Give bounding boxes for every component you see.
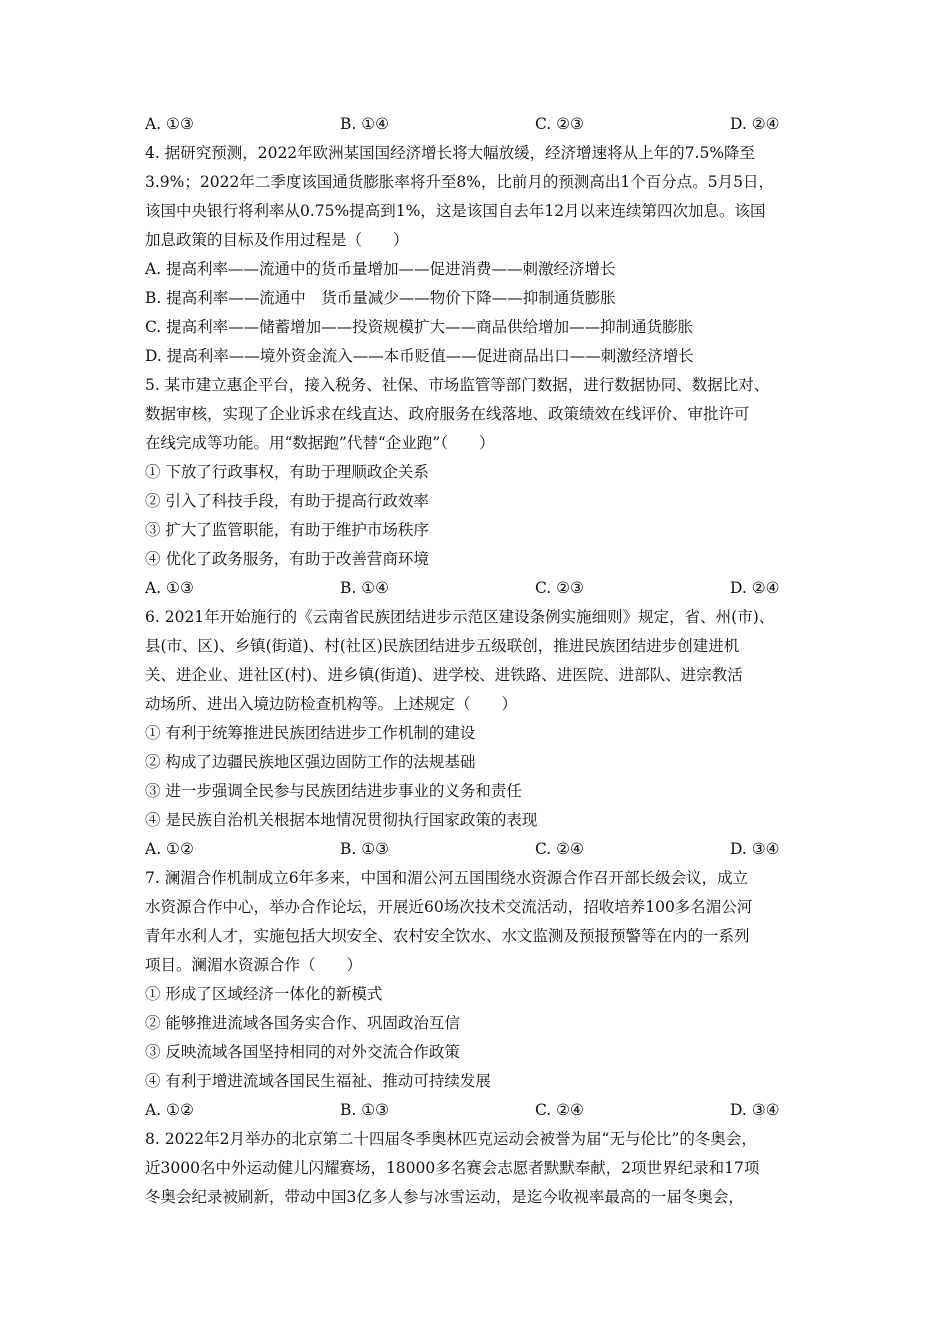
q5-item-4: ④ 优化了政务服务，有助于改善营商环境 bbox=[145, 550, 429, 568]
q6-stem-line: 县(市、区)、乡镇(街道)、村(社区)民族团结进步五级联创，推进民族团结进步创建进机 bbox=[145, 637, 740, 655]
q4-choice-c: C. 提高利率——储蓄增加——投资规模扩大——商品供给增加——抑制通货膨胀 bbox=[145, 318, 694, 336]
q6-option-a: A. ①② bbox=[145, 840, 194, 858]
q6-item-2: ② 构成了边疆民族地区强边固防工作的法规基础 bbox=[145, 753, 476, 771]
q7-stem-line: 水资源合作中心，举办合作论坛，开展近60场次技术交流活动，招收培养100多名湄公河 bbox=[145, 898, 753, 916]
q7-item-2: ② 能够推进流域各国务实合作、巩固政治互信 bbox=[145, 1014, 460, 1032]
q7-item-4: ④ 有利于增进流域各国民生福祉、推动可持续发展 bbox=[145, 1072, 491, 1090]
question-6 bbox=[145, 603, 805, 864]
q7-option-d: D. ③④ bbox=[730, 1101, 780, 1119]
question-8 bbox=[145, 1125, 805, 1212]
q6-option-c: C. ②④ bbox=[535, 840, 584, 858]
q5-options bbox=[145, 574, 805, 603]
q6-option-b: B. ①③ bbox=[340, 840, 390, 858]
q7-options bbox=[145, 1096, 805, 1125]
q6-stem-line: 6. 2021年开始施行的《云南省民族团结进步示范区建设条例实施细则》规定，省、州(市)、 bbox=[145, 608, 775, 626]
q6-stem-line: 关、进企业、进社区(村)、进乡镇(街道)、进学校、进铁路、进医院、进部队、进宗教活 bbox=[145, 666, 743, 684]
q7-option-a: A. ①② bbox=[145, 1101, 194, 1119]
q3-option-c: C. ②③ bbox=[535, 115, 584, 133]
q8-stem-line: 冬奥会纪录被刷新，带动中国3亿多人参与冰雪运动，是迄今收视率最高的一届冬奥会， bbox=[145, 1188, 744, 1206]
q5-item-3: ③ 扩大了监管职能，有助于维护市场秩序 bbox=[145, 521, 429, 539]
q5-item-2: ② 引入了科技手段，有助于提高行政效率 bbox=[145, 492, 429, 510]
q5-stem-line: 数据审核，实现了企业诉求在线直达、政府服务在线落地、政策绩效在线评价、审批许可 bbox=[145, 405, 750, 423]
q6-options bbox=[145, 835, 805, 864]
q5-option-b: B. ①④ bbox=[340, 579, 390, 597]
q8-stem-line: 近3000名中外运动健儿闪耀赛场，18000多名赛会志愿者默默奉献，2项世界纪录和17项 bbox=[145, 1159, 760, 1177]
q5-option-c: C. ②③ bbox=[535, 579, 584, 597]
q7-stem-line: 项目。澜湄水资源合作（ ） bbox=[145, 956, 363, 974]
page-content bbox=[145, 110, 805, 1212]
q4-choice-a: A. 提高利率——流通中的货币量增加——促进消费——刺激经济增长 bbox=[145, 260, 616, 278]
q7-item-3: ③ 反映流域各国坚持相同的对外交流合作政策 bbox=[145, 1043, 460, 1061]
q5-option-a: A. ①③ bbox=[145, 579, 194, 597]
q6-item-1: ① 有利于统筹推进民族团结进步工作机制的建设 bbox=[145, 724, 476, 742]
q4-stem-line: 该国中央银行将利率从0.75%提高到1%，这是该国自去年12月以来连续第四次加息。该国 bbox=[145, 202, 766, 220]
q4-stem-line: 4. 据研究预测，2022年欧洲某国国经济增长将大幅放缓，经济增速将从上年的7.5%降至 bbox=[145, 144, 756, 162]
q3-option-b: B. ①④ bbox=[340, 115, 390, 133]
q5-stem-line: 5. 某市建立惠企平台，接入税务、社保、市场监管等部门数据，进行数据协同、数据比对、 bbox=[145, 376, 770, 394]
question-5 bbox=[145, 371, 805, 603]
q7-item-1: ① 形成了区域经济一体化的新模式 bbox=[145, 985, 383, 1003]
q6-stem-line: 动场所、进出入境边防检查机构等。上述规定（ ） bbox=[145, 695, 518, 713]
q3-options bbox=[145, 110, 805, 139]
q3-option-d: D. ②④ bbox=[730, 115, 780, 133]
question-7 bbox=[145, 864, 805, 1125]
q6-option-d: D. ③④ bbox=[730, 840, 780, 858]
q4-stem-line: 3.9%；2022年二季度该国通货膨胀率将升至8%，比前月的预测高出1个百分点。5月5日， bbox=[145, 173, 775, 191]
q4-choice-d: D. 提高利率——境外资金流入——本币贬值——促进商品出口——刺激经济增长 bbox=[145, 347, 694, 365]
q5-option-d: D. ②④ bbox=[730, 579, 780, 597]
q4-stem-line: 加息政策的目标及作用过程是（ ） bbox=[145, 231, 409, 249]
q5-item-1: ① 下放了行政事权，有助于理顺政企关系 bbox=[145, 463, 429, 481]
q4-choice-b: B. 提高利率——流通中 货币量减少——物价下降——抑制通货膨胀 bbox=[145, 289, 616, 307]
q7-stem-line: 青年水利人才，实施包括大坝安全、农村安全饮水、水文监测及预报预警等在内的一系列 bbox=[145, 927, 750, 945]
q6-item-3: ③ 进一步强调全民参与民族团结进步事业的义务和责任 bbox=[145, 782, 522, 800]
q3-option-a: A. ①③ bbox=[145, 115, 194, 133]
q7-option-b: B. ①③ bbox=[340, 1101, 390, 1119]
q7-stem-line: 7. 澜湄合作机制成立6年多来，中国和湄公河五国围绕水资源合作召开部长级会议，成立 bbox=[145, 869, 749, 887]
question-4 bbox=[145, 139, 805, 371]
q5-stem-line: 在线完成等功能。用“数据跑”代替“企业跑”（ ） bbox=[145, 434, 495, 452]
q7-option-c: C. ②④ bbox=[535, 1101, 584, 1119]
q6-item-4: ④ 是民族自治机关根据本地情况贯彻执行国家政策的表现 bbox=[145, 811, 538, 829]
q8-stem-line: 8. 2022年2月举办的北京第二十四届冬季奥林匹克运动会被誉为届“无与伦比”的冬奥会， bbox=[145, 1130, 757, 1148]
